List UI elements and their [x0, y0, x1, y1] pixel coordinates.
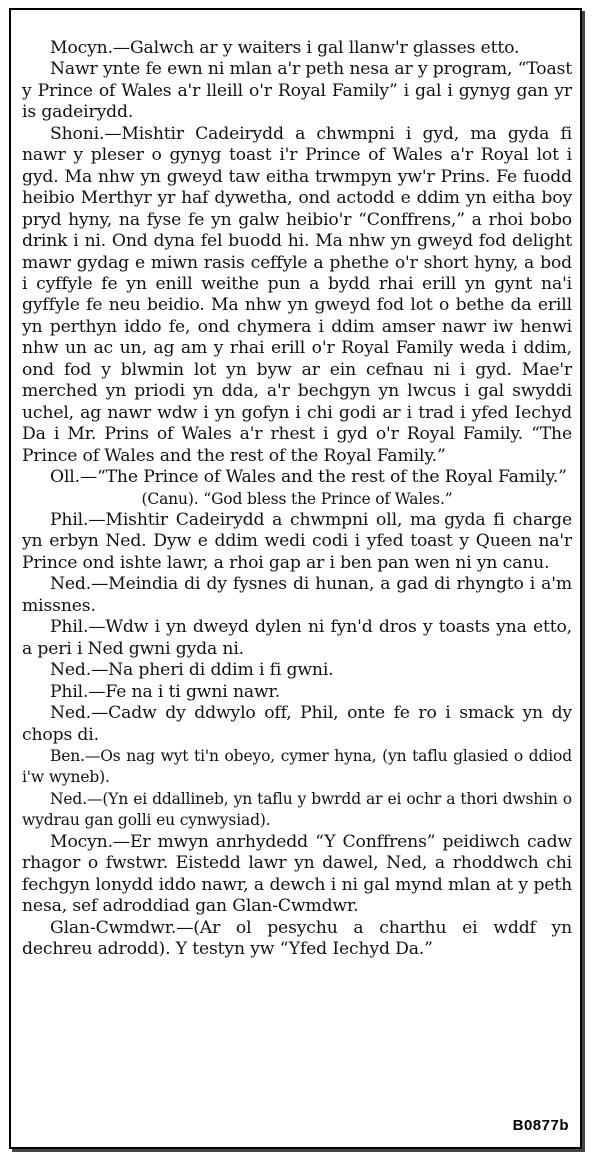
paragraph-ned-dallineb: Ned.—(Yn ei ddallineb, yn taflu y bwrdd ar ei ochr a thori dwshin o wydrau gan golli eu cynwysiad).: [22, 789, 572, 830]
article-text: [22, 38, 572, 960]
paragraph-oll-response: Oll.—“The Prince of Wales and the rest of the Royal Family.”: [50, 467, 567, 488]
paragraph-phil-toasts: Phil.—Wdw i yn dweyd dylen ni fyn'd dros y toasts yna etto, a peri i Ned gwni gyda ni.: [22, 617, 572, 659]
catalog-id-label: B0877b: [512, 1117, 569, 1134]
paragraph-ned-meindia: Ned.—Meindia di dy fysnes di hunan, a gad di rhyngto i a'm missnes.: [22, 574, 572, 616]
paragraph-phil-nawr: Phil.—Fe na i ti gwni nawr.: [50, 681, 281, 702]
paragraph-program-next: Nawr ynte fe ewn ni mlan a'r peth nesa ar y program, “Toast y Prince of Wales a'r lleill o'r Royal Family” i gal i gynyg gan yr is gadeirydd.: [22, 59, 572, 123]
paragraph-glan-cwmdwr: Glan-Cwmdwr.—(Ar ol pesychu a charthu ei wddf yn dechreu adrodd). Y testyn yw “Yfed Iechyd Da.”: [22, 917, 572, 960]
paragraph-ben-obeyo: Ben.—Os nag wyt ti'n obeyo, cymer hyna, (yn taflu glasied o ddiod i'w wyneb).: [22, 746, 572, 787]
paragraph-mocyn-conffrens: Mocyn.—Er mwyn anrhydedd “Y Conffrens” peidiwch cadw rhagor o fwstwr. Eistedd lawr yn dawel, Ned, a rhoddwch chi fechgyn lonydd iddo nawr, a dewch i ni gal mynd mlan at y peth nesa, sef adroddiad gan Glan-Cwmdwr.: [22, 831, 572, 917]
paragraph-canu: (Canu). “God bless the Prince of Wales.”: [141, 489, 453, 508]
paragraph-mocyn-glasses: Mocyn.—Galwch ar y waiters i gal llanw'r glasses etto.: [50, 38, 520, 58]
paragraph-phil-charge: Phil.—Mishtir Cadeirydd a chwmpni oll, ma gyda fi charge yn erbyn Ned. Dyw e ddim wedi codi i yfed toast y Queen na'r Prince ond ishte lawr, a rhoi gap ar i ben pan wen ni yn canu.: [22, 509, 572, 573]
paragraph-ned-na-pheri: Ned.—Na pheri di ddim i fi gwni.: [50, 660, 334, 681]
paragraph-shoni-toast: Shoni.—Mishtir Cadeirydd a chwmpni i gyd, ma gyda fi nawr y pleser o gynyg toast i'r Prince of Wales a'r Royal lot i gyd. Ma nhw yn gweyd taw eitha trwmpyn yw'r Prins. Fe fuodd heibio Merthyr yr haf dywetha, ond actodd e ddim yn eitha boy pryd hyny, na fyse fe yn galw heibio'r “Conffrens,” a rhoi bobo drink i ni. Ond dyna fel buodd hi. Ma nhw yn gweyd fod delight mawr gydag e miwn rasis ceffyle a phethe o'r short hyny, a bod i cyffyle fe yn enill weithe pun a bydd rhai erill yn gynt na'i gyffyle fe neu beidio. Ma nhw yn gweyd fod lot o bethe da erill yn perthyn iddo fe, ond chymera i ddim amser nawr iw henwi nhw un ac un, ag am y rhai erill o'r Royal Family weda i ddim, ond fod y blwmin lot yn byw ar ein cefnau ni i gyd. Mae'r merched yn priodi yn dda, a'r bechgyn yn lwcus i gal swyddi uchel, ag nawr wdw i yn gofyn i chi godi ar i trad i yfed Iechyd Da i Mr. Prins of Wales a'r rhest i gyd o'r Royal Family. “The Prince of Wales and the rest of the Royal Family.”: [22, 123, 572, 466]
paragraph-ned-cadw: Ned.—Cadw dy ddwylo off, Phil, onte fe ro i smack yn dy chops di.: [22, 703, 572, 745]
